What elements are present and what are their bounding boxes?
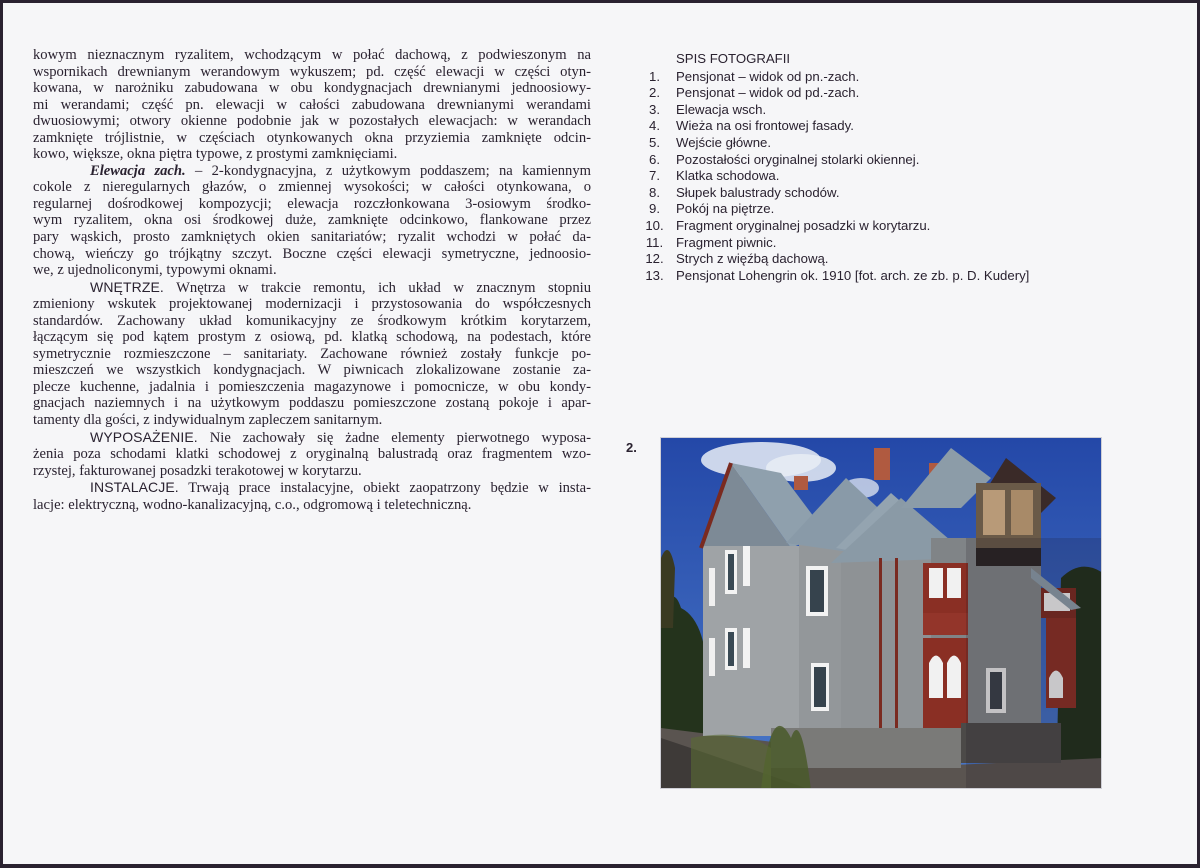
item-number: 5.: [649, 134, 660, 150]
item-label: Pokój na piętrze.: [676, 201, 775, 217]
text-line: kowym nieznacznym ryzalitem, wchodzącym w połać dachową, z podwieszonym na: [33, 47, 591, 63]
text-line: dwuosiowymi; otwory okienne podobnie jak w pozostałych elewacjach: w werandach: [33, 113, 591, 130]
item-label: Pozostałości oryginalnej stolarki okiennej.: [676, 151, 920, 167]
item-label: Słupek balustrady schodów.: [676, 184, 840, 200]
section-heading-wyposazenie: WYPOSAŻENIE.: [90, 428, 198, 445]
section-heading-elewacja-zach: Elewacja zach.: [90, 162, 186, 179]
photo-list-item: [633, 218, 1103, 235]
photo-list-item: [633, 69, 1103, 86]
item-number: 2.: [649, 85, 660, 101]
text-line: cokole z nieregularnych głazów, o zmiennej wysokości; w całości otynkowana, o: [33, 179, 591, 196]
item-number: 7.: [649, 168, 660, 184]
item-label: Pensjonat – widok od pd.-zach.: [676, 85, 860, 101]
text-line: tamenty dla gości, z indywidualnym zapleczem sanitarnym.: [33, 412, 383, 429]
item-number: 13.: [645, 267, 664, 283]
text-fragment: – 2-kondygnacyjna, z użytkowym poddaszem; na kamiennym: [185, 162, 591, 179]
item-number: 8.: [649, 184, 660, 200]
text-line: regularnej dośrodkowej kompozycji; elewacja rozczłonkowana 3-osiowym środko-: [33, 195, 591, 212]
text-fragment: Nie zachowały się żadne elementy pierwotnego wyposa-: [197, 429, 591, 446]
photo-list-title: SPIS FOTOGRAFII: [676, 51, 791, 66]
text-line: we, z ujednoliconymi, typowymi oknami.: [33, 262, 277, 279]
text-line: wym ryzalitem, okna osi środkowej duże, zamknięte odcinkowo, flankowane przez: [33, 212, 591, 229]
item-label: Wieża na osi frontowej fasady.: [676, 118, 854, 134]
text-line: mi werandami; część pn. elewacji w całości zabudowana drewnianymi werandami: [33, 96, 591, 113]
text-line: chową, wieńczy go trójkątny szczyt. Boczne części elewacji symetryczne, jednoosio-: [33, 245, 591, 262]
text-line: lacje: elektryczną, wodno-kanalizacyjną, c.o., odgromową i teletechniczną.: [33, 496, 472, 513]
text-line: zamknięte trójlistnie, w częściach otynkowanych okna przyziemia zamknięte odcin-: [33, 129, 591, 146]
photo-list-item: [633, 102, 1103, 119]
text-line: kowana, w narożniku zabudowana w obu kondygnacjach drewnianymi jednoosiowy-: [33, 80, 591, 97]
text-line: kowo, większe, okna piętra typowe, z prostymi zamknięciami.: [33, 146, 398, 163]
photo-list-item: [633, 85, 1103, 102]
photo-list-item: [633, 168, 1103, 185]
item-number: 1.: [649, 68, 660, 84]
text-line: symetrycznie rozmieszczone – sanitariaty. Zachowane również zostały funkcje po-: [33, 345, 591, 362]
photo-number-label: 2.: [626, 440, 637, 455]
text-line: zmieniony wskutek projektowanej modernizacji i przystosowania do współczesnych: [33, 296, 591, 313]
paragraph-wyposazenie: [33, 429, 591, 447]
text-line: plecze kuchenne, jadalnia i pomieszczenia magazynowe i pomocnicze, w obu kondy-: [33, 378, 591, 395]
photo-list-item: [633, 201, 1103, 218]
photo-list-item: [633, 268, 1103, 285]
paragraph-wnetrze: [33, 279, 591, 297]
item-label: Pensjonat – widok od pn.-zach.: [676, 68, 860, 84]
text-line: pary wąskich, prosto zamkniętych okien sanitariatów; ryzalit wchodzi w połać da-: [33, 229, 591, 246]
text-line: standardów. Zachowany układ komunikacyjny ze środkowym krótkim korytarzem,: [33, 312, 591, 329]
villa-photo-illustration: [661, 438, 1102, 789]
text-line: rzystej, fakturowanej posadzki terakotowej w korytarzu.: [33, 462, 362, 479]
building-photo: [660, 437, 1102, 789]
photo-list-item: [633, 251, 1103, 268]
item-label: Pensjonat Lohengrin ok. 1910 [fot. arch. ze zb. p. D. Kudery]: [676, 267, 1030, 283]
text-fragment: Trwają prace instalacyjne, obiekt zaopatrzony będzie w insta-: [178, 480, 591, 497]
photo-list-item: [633, 135, 1103, 152]
section-heading-wnetrze: WNĘTRZE.: [90, 278, 164, 295]
description-text-column: [33, 47, 591, 513]
item-number: 11.: [645, 234, 664, 250]
text-line: wspornikach drewnianym werandowym wykuszem; pd. część elewacji w części otyn-: [33, 63, 591, 80]
section-heading-instalacje: INSTALACJE.: [90, 479, 179, 496]
paragraph-elewacja-zach: [33, 163, 591, 180]
item-number: 3.: [649, 101, 660, 117]
photo-list-item: [633, 185, 1103, 202]
text-line: gnacjach naziemnych i na użytkowym poddaszu pomieszczone zostaną pokoje i apar-: [33, 395, 591, 412]
item-label: Fragment oryginalnej posadzki w korytarzu.: [676, 217, 931, 233]
paragraph-instalacje: [33, 479, 591, 497]
photo-list-item: [633, 235, 1103, 252]
item-number: 9.: [649, 201, 660, 217]
item-label: Wejście główne.: [676, 134, 772, 150]
item-label: Fragment piwnic.: [676, 234, 777, 250]
item-number: 4.: [649, 118, 660, 134]
text-fragment: Wnętrza w trakcie remontu, ich układ w znacznym stopniu: [163, 279, 591, 296]
photo-list-item: [633, 118, 1103, 135]
photo-list: [633, 51, 1103, 284]
item-label: Strych z więźbą dachową.: [676, 251, 829, 267]
text-line: łączącym się pod kątem prostym z osiową, pd. klatką schodową, na podestach, które: [33, 329, 591, 346]
text-line: żenia poza schodami klatki schodowej z oryginalną balustradą oraz fragmentem wzo-: [33, 446, 591, 463]
photo-list-item: [633, 152, 1103, 169]
item-number: 6.: [649, 151, 660, 167]
item-label: Klatka schodowa.: [676, 168, 780, 184]
text-line: mieszczeń we wszystkich kondygnacjach. W piwnicach zlokalizowane zostanie za-: [33, 362, 591, 379]
item-label: Elewacja wsch.: [676, 101, 767, 117]
item-number: 12.: [645, 251, 664, 267]
item-number: 10.: [645, 217, 664, 233]
